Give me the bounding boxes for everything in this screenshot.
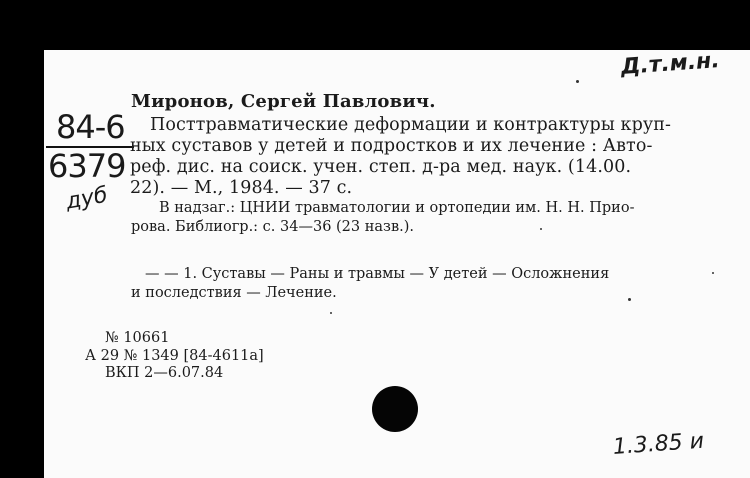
- speck: [576, 80, 579, 83]
- title-line: реф. дис. на соиск. учен. степ. д-ра мед. наук. (14.00.: [130, 157, 632, 177]
- subject-line: и последствия — Лечение.: [131, 285, 337, 301]
- note-line: рова. Библиогр.: с. 34—36 (23 назв.).: [131, 219, 414, 235]
- speck: [330, 312, 332, 314]
- record-subjects: [131, 265, 609, 303]
- id-line: № 10661: [105, 330, 170, 346]
- record-title: [130, 115, 671, 199]
- title-line: ных суставов у детей и подростков и их лечение : Авто-: [130, 136, 653, 156]
- handwritten-call-number-bottom: 6379: [48, 147, 126, 185]
- handwritten-dup-mark: дуб: [64, 182, 110, 215]
- speck: [628, 298, 631, 301]
- handwritten-degree-note: Д.т.м.н.: [620, 48, 721, 80]
- speck: [712, 272, 714, 274]
- handwritten-date-note: 1.3.85 и: [612, 428, 705, 460]
- note-line: В надзаг.: ЦНИИ травматологии и ортопедии им. Н. Н. Прио-: [159, 200, 635, 216]
- subject-line: — — 1. Суставы — Раны и травмы — У детей — Осложнения: [145, 266, 610, 282]
- title-line: 22). — М., 1984. — 37 с.: [130, 178, 353, 198]
- id-line: А 29 № 1349 [84-4611а]: [85, 347, 264, 364]
- record-author: Миронов, Сергей Павлович.: [131, 91, 436, 112]
- handwritten-call-number-top: 84-6: [56, 108, 125, 146]
- title-line: Посттравматические деформации и контрактуры круп-: [150, 115, 672, 135]
- record-notes: [131, 199, 634, 237]
- id-line: ВКП 2—6.07.84: [105, 365, 224, 381]
- speck: [540, 228, 542, 230]
- record-identifiers: [85, 330, 264, 383]
- punch-hole: [372, 386, 418, 432]
